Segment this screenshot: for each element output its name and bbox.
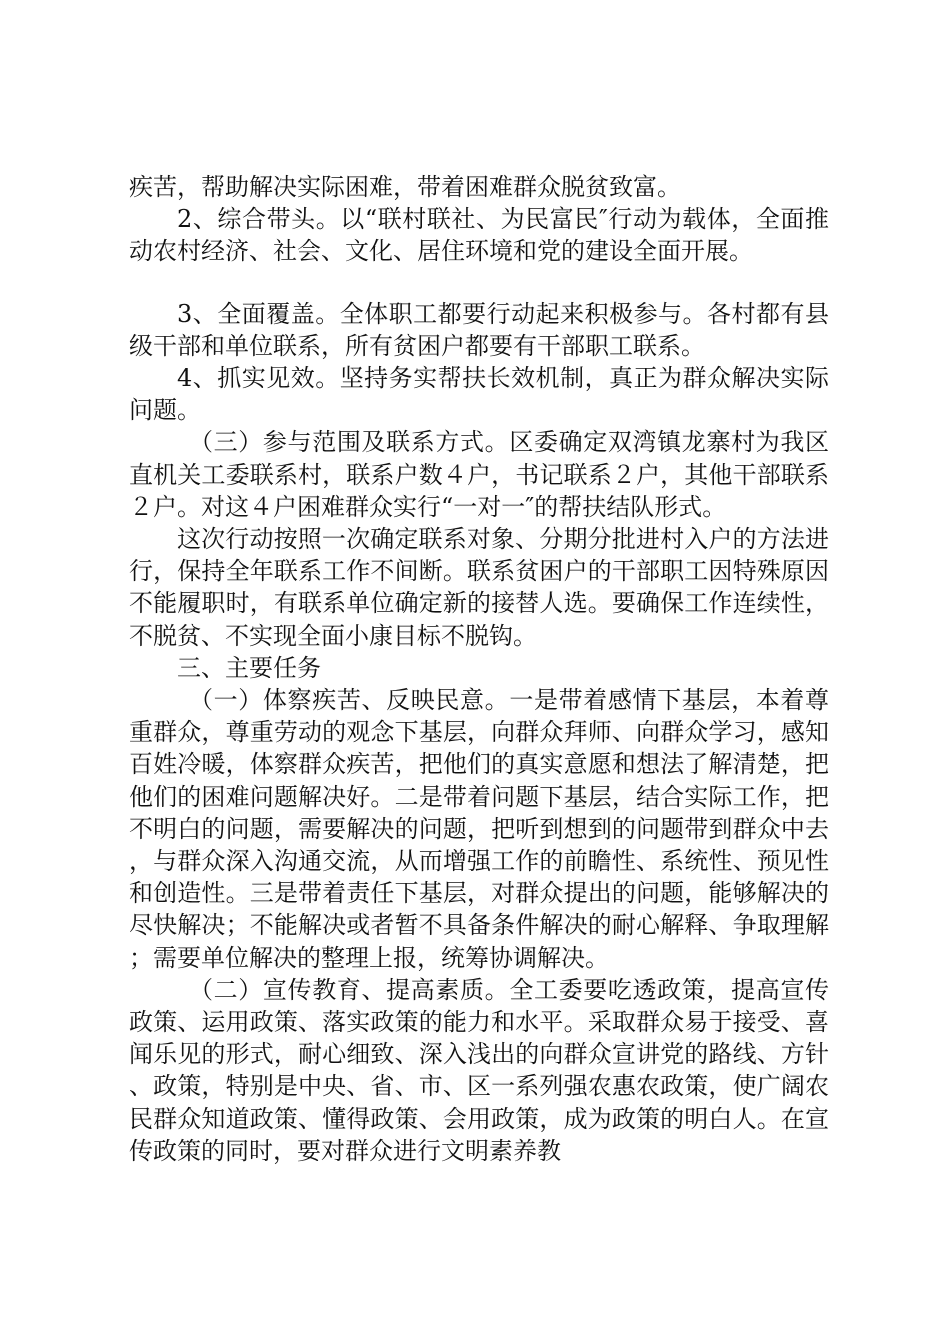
section-heading-main-tasks: 三、主要任务 (177, 653, 321, 682)
paragraph-item-2: 2、综合带头。以“联村联社、为民富民″行动为载体，全面推动农村经济、社会、文化、居住环境和党的建设全面开展。 (129, 205, 829, 266)
document-body (129, 171, 829, 1167)
paragraph-item-4: 4、抓实见效。坚持务实帮扶长效机制，真正为群众解决实际问题。 (129, 364, 829, 425)
paragraph-method: 这次行动按照一次确定联系对象、分期分批进村入户的方法进行，保持全年联系工作不间断。联系贫困户的干部职工因特殊原因不能履职时，有联系单位确定新的接替人选。要确保工作连续性，不脱贫、不实现全面小康目标不脱钩。 (129, 525, 829, 650)
paragraph-task-1: （一）体察疾苦、反映民意。一是带着感情下基层，本着尊重群众，尊重劳动的观念下基层，向群众拜师、向群众学习，感知百姓冷暖，体察群众疾苦，把他们的真实意愿和想法了解清楚，把他们的困难问题解决好。二是带着问题下基层，结合实际工作，把不明白的问题，需要解决的问题，把听到想到的问题带到群众中去，与群众深入沟通交流，从而增强工作的前瞻性、系统性、预见性和创造性。三是带着责任下基层，对群众提出的问题，能够解决的尽快解决；不能解决或者暂不具备条件解决的耐心解释、争取理解；需要单位解决的整理上报，统筹协调解决。 (129, 686, 829, 972)
paragraph-task-2: （二）宣传教育、提高素质。全工委要吃透政策，提高宣传政策、运用政策、落实政策的能力和水平。采取群众易于接受、喜闻乐见的形式，耐心细致、深入浅出的向群众宣讲党的路线、方针、政策，特别是中央、省、市、区一系列强农惠农政策，使广阔农民群众知道政策、懂得政策、会用政策，成为政策的明白人。在宣传政策的同时，要对群众进行文明素养教 (129, 975, 829, 1165)
paragraph-item-3: 3、全面覆盖。全体职工都要行动起来积极参与。各村都有县级干部和单位联系，所有贫困户都要有干部职工联系。 (129, 299, 829, 360)
paragraph-continuation: 疾苦，帮助解决实际困难，带着困难群众脱贫致富。 (129, 173, 681, 201)
paragraph-scope-section: （三）参与范围及联系方式。区委确定双湾镇龙寨村为我区直机关工委联系村，联系户数４户，书记联系２户，其他干部联系２户。对这４户困难群众实行“一对一″的帮扶结队形式。 (129, 428, 829, 521)
